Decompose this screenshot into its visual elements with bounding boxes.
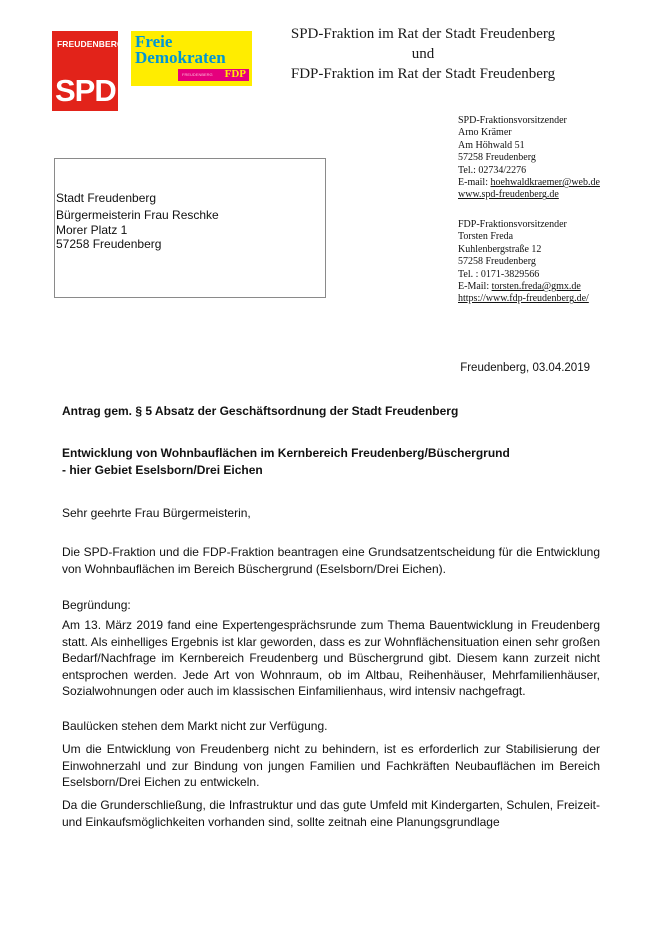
fdp-logo-tag: FREUDENBERG	[182, 72, 213, 77]
spd-contact-block	[458, 115, 600, 202]
spd-contact-name: Arno Krämer	[458, 127, 512, 139]
fdp-contact-role: FDP-Fraktionsvorsitzender	[458, 219, 567, 230]
fdp-logo	[131, 31, 252, 86]
fdp-logo-line1: Freie	[135, 32, 173, 51]
party-header	[240, 24, 606, 84]
header-line-1: SPD-Fraktion im Rat der Stadt Freudenberg	[290, 26, 556, 42]
recipient-address	[56, 190, 219, 251]
fdp-logo-line2: Demokraten	[135, 48, 226, 67]
spd-contact-city: 57258 Freudenberg	[458, 152, 536, 164]
reason-paragraph-2: Baulücken stehen dem Markt nicht zur Verfügung.	[62, 719, 328, 733]
reason-label: Begründung:	[62, 598, 131, 612]
subject-title	[62, 445, 600, 478]
header-line-3: FDP-Fraktion im Rat der Stadt Freudenberg	[290, 66, 556, 82]
motion-heading: Antrag gem. § 5 Absatz der Geschäftsordnung der Stadt Freudenberg	[62, 404, 459, 418]
fdp-website-link[interactable]: https://www.fdp-freudenberg.de/	[458, 293, 589, 305]
subject-title-line-2: - hier Gebiet Eselsborn/Drei Eichen	[62, 462, 263, 477]
spd-contact-street: Am Höhwald 51	[458, 139, 525, 151]
spd-logo	[52, 31, 124, 111]
intro-paragraph: Die SPD-Fraktion und die FDP-Fraktion beantragen eine Grundsatzentscheidung für die Entwicklung von Wohnbauflächen im Bereich Büschergrund (Eselsborn/Drei Eichen).	[62, 545, 600, 576]
spd-contact-role: SPD-Fraktionsvorsitzender	[458, 115, 567, 126]
spd-logo-name: SPD	[55, 73, 116, 108]
fdp-contact-name: Torsten Freda	[458, 231, 514, 243]
header-line-2: und	[411, 46, 435, 62]
spd-logo-city: FREUDENBERG	[57, 39, 124, 49]
recipient-line-1: Stadt Freudenberg	[56, 191, 157, 205]
salutation: Sehr geehrte Frau Bürgermeisterin,	[62, 506, 251, 520]
fdp-email-link[interactable]: torsten.freda@gmx.de	[491, 281, 581, 293]
recipient-line-3: Morer Platz 1	[56, 223, 128, 237]
spd-website-link[interactable]: www.spd-freudenberg.de	[458, 189, 559, 201]
reason-paragraph-4: Da die Grunderschließung, die Infrastruktur und das gute Umfeld mit Kindergarten, Schulen, Freizeit- und Einkaufsmöglichkeiten vorhanden sind, sollte zeitnah eine Planungsgrundlage	[62, 798, 600, 829]
letter-date: Freudenberg, 03.04.2019	[460, 362, 590, 374]
fdp-email-label: E-Mail:	[458, 281, 492, 293]
fdp-contact-block	[458, 219, 589, 306]
spd-email-link[interactable]: hoehwaldkraemer@web.de	[490, 177, 600, 189]
fdp-contact-street: Kuhlenbergstraße 12	[458, 243, 542, 255]
subject-title-line-1: Entwicklung von Wohnbauflächen im Kernbereich Freudenberg/Büschergrund	[62, 446, 510, 460]
fdp-logo-bar	[178, 69, 249, 81]
spd-email-label: E-mail:	[458, 177, 491, 189]
recipient-line-4: 57258 Freudenberg	[56, 237, 162, 251]
spd-contact-email-line	[458, 177, 600, 189]
fdp-contact-city: 57258 Freudenberg	[458, 256, 536, 268]
recipient-line-2: Bürgermeisterin Frau Reschke	[56, 207, 219, 222]
spd-contact-phone: Tel.: 02734/2276	[458, 164, 527, 176]
fdp-contact-phone: Tel. : 0171-3829566	[458, 268, 540, 280]
reason-paragraph-1: Am 13. März 2019 fand eine Expertengesprächsrunde zum Thema Bauentwicklung in Freudenberg statt. Als einhelliges Ergebnis ist klar geworden, dass es zur Wohnflächensituation einen sehr großen Bedarf/Nachfrage im Kernbereich Freudenberg und Büschergrund gibt. Diesem kann zurzeit nicht entsprochen werden. Jede Art von Wohnraum, ob im Altbau, Reihenhäuser, Mehrfamilienhäuser, Sozialwohnungen oder auch im klassischen Einfamilienhaus, wird intensiv nachgefragt.	[62, 618, 600, 699]
reason-paragraph-3: Um die Entwicklung von Freudenberg nicht zu behindern, ist es erforderlich zur Stabilisierung der Einwohnerzahl und zur Bindung von jungen Familien und Fachkräften Neubauflächen im Bereich Eselsborn/Drei Eichen zu entwickeln.	[62, 742, 600, 790]
fdp-contact-email-line	[458, 281, 589, 293]
fdp-logo-name: FDP	[224, 68, 246, 80]
